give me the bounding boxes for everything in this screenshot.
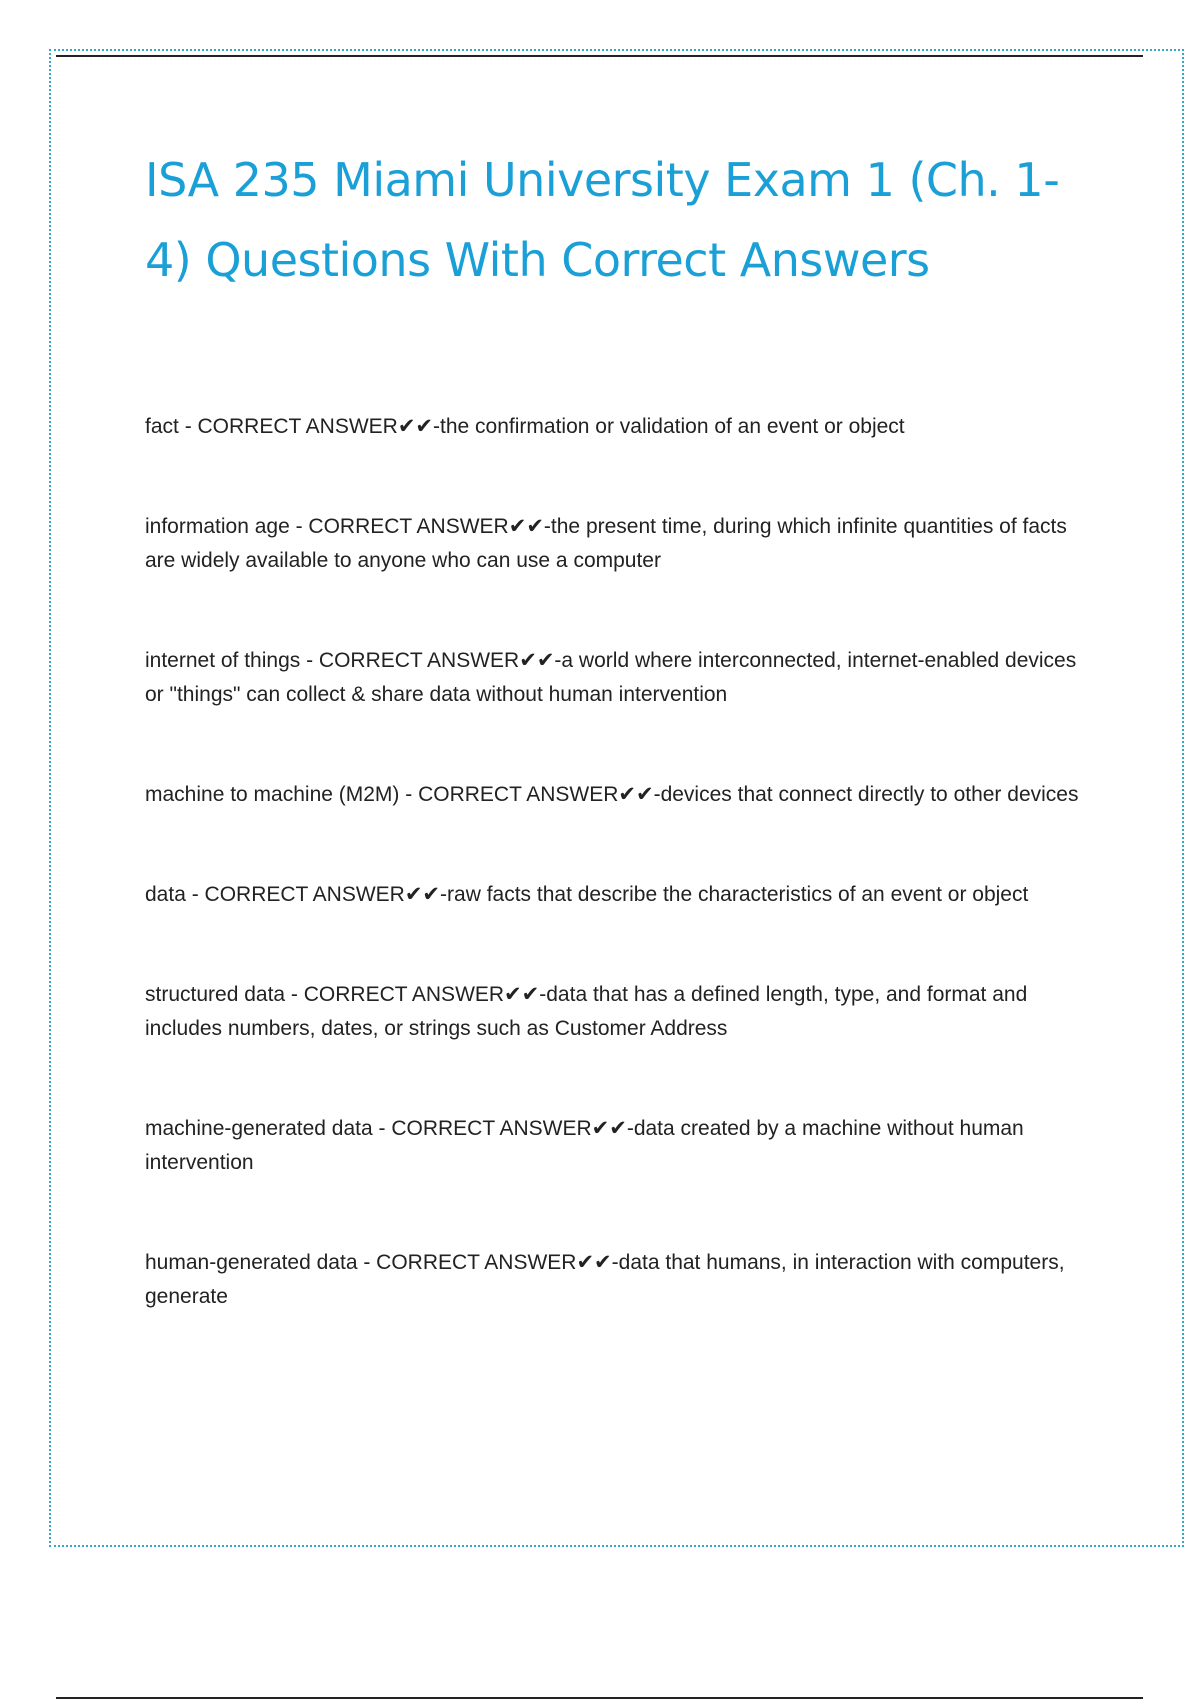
qa-entry [145, 510, 1090, 578]
answer-marker: - CORRECT ANSWER✔✔- [357, 1251, 619, 1274]
answer-marker: - CORRECT ANSWER✔✔- [399, 783, 661, 806]
top-rule [56, 55, 1143, 57]
answer-marker: - CORRECT ANSWER✔✔- [300, 649, 562, 672]
answer-marker: - CORRECT ANSWER✔✔- [178, 415, 441, 438]
qa-list [145, 410, 1090, 1380]
entry-definition: the present time, during which infinite quantities of facts are widely available to anyone who can use a computer [145, 515, 1067, 572]
entry-term: machine to machine (M2M) [145, 783, 400, 806]
qa-entry [145, 978, 1090, 1046]
bottom-rule [56, 1697, 1143, 1699]
qa-entry [145, 1246, 1090, 1314]
answer-marker: - CORRECT ANSWER✔✔- [185, 883, 448, 906]
entry-term: data [145, 883, 186, 906]
qa-entry [145, 1112, 1090, 1180]
qa-entry [145, 644, 1090, 712]
entry-term: human-generated data [145, 1251, 358, 1274]
answer-marker: - CORRECT ANSWER✔✔- [289, 515, 551, 538]
entry-definition: devices that connect directly to other devices [660, 783, 1079, 806]
entry-term: machine-generated data [145, 1117, 373, 1140]
qa-entry [145, 778, 1090, 812]
answer-marker: - CORRECT ANSWER✔✔- [285, 983, 547, 1006]
answer-marker: - CORRECT ANSWER✔✔- [372, 1117, 634, 1140]
entry-definition: a world where interconnected, internet-enabled devices or "things" can collect & share data without human intervention [145, 649, 1077, 706]
entry-definition: raw facts that describe the characteristics of an event or object [447, 883, 1029, 906]
entry-definition: data that has a defined length, type, and format and includes numbers, dates, or strings such as Customer Address [145, 983, 1028, 1040]
entry-definition: data created by a machine without human intervention [145, 1117, 1024, 1174]
entry-term: information age [145, 515, 290, 538]
qa-entry [145, 878, 1090, 912]
document-title: ISA 235 Miami University Exam 1 (Ch. 1-4) Questions With Correct Answers [145, 153, 1060, 287]
entry-term: internet of things [145, 649, 301, 672]
entry-definition: data that humans, in interaction with computers, generate [145, 1251, 1065, 1308]
entry-term: fact [145, 415, 179, 438]
entry-definition: the confirmation or validation of an event or object [440, 415, 905, 438]
entry-term: structured data [145, 983, 286, 1006]
qa-entry [145, 410, 1090, 444]
